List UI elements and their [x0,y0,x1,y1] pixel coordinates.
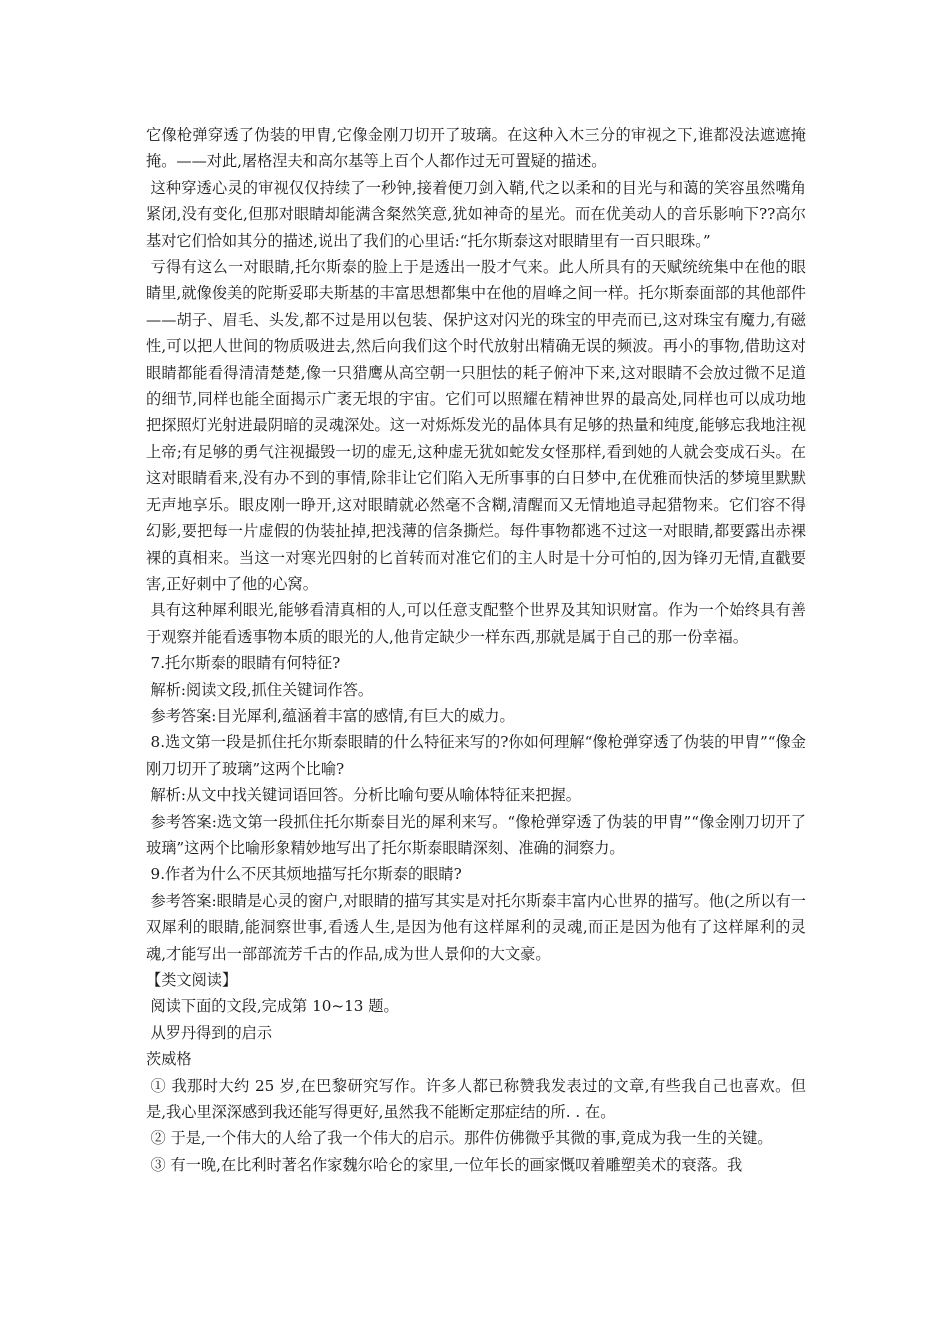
article-paragraph-2: ② 于是,一个伟大的人给了我一个伟大的启示。那件仿佛微乎其微的事,竟成为我一生的关键。 [150,1129,773,1148]
analysis-8: 解析:从文中找关键词语回答。分析比喻句要从喻体特征来把握。 [150,786,581,805]
paragraph-2: 这种穿透心灵的审视仅仅持续了一秒钟,接着便刀剑入鞘,代之以柔和的目光与和蔼的笑容虽然嘴角紧闭,没有变化,但那对眼睛却能满含粲然笑意,犹如神奇的星光。而在优美动人的音乐影响下??高尔基对它们恰如其分的描述,说出了我们的心里话:“托尔斯泰这对眼睛里有一百只眼珠。” [146,178,806,250]
question-9: 9.作者为什么不厌其烦地描写托尔斯泰的眼睛? [150,865,462,884]
paragraph-3: 亏得有这么一对眼睛,托尔斯泰的脸上于是透出一股才气来。此人所具有的天赋统统集中在他的眼睛里,就像俊美的陀斯妥耶夫斯基的丰富思想都集中在他的眉峰之间一样。托尔斯泰面部的其他部件——胡子、眉毛、头发,都不过是用以包装、保护这对闪光的珠宝的甲壳而已,这对珠宝有魔力,有磁性,可以把人世间的物质吸进去,然后向我们这个时代放射出精确无误的频波。再小的事物,借助这对眼睛都能看得清清楚楚,像一只猎鹰从高空朝一只胆怯的耗子俯冲下来,这对眼睛不会放过微不足道的细节,同样也能全面揭示广袤无垠的宇宙。它们可以照耀在精神世界的最高处,同样也可以成功地把探照灯光射进最阴暗的灵魂深处。这一对烁烁发光的晶体具有足够的热量和纯度,能够忘我地注视上帝;有足够的勇气注视撮毁一切的虚无,这种虚无犹如蛇发女怪那样,看到她的人就会变成石头。在这对眼睛看来,没有办不到的事情,除非让它们陷入无所事事的白日梦中,在优雅而快活的梦境里默默无声地享乐。眼皮刚一睁开,这对眼睛就必然毫不含糊,清醒而又无情地追寻起猎物来。它们容不得幻影,要把每一片虚假的伪装扯掉,把浅薄的信条撕烂。每件事物都逃不过这一对眼睛,都要露出赤裸裸的真相来。当这一对寒光四射的匕首转而对准它们的主人时是十分可怕的,因为锋刃无情,直戳要害,正好刺中了他的心窝。 [146,258,806,593]
answer-9: 参考答案:眼睛是心灵的窗户,对眼睛的描写其实是对托尔斯泰丰富内心世界的描写。他(之所以有一双犀利的眼睛,能洞察世事,看透人生,是因为他有这样犀利的灵魂,而正是因为他有了这样犀利的灵魂,才能写出一部部流芳千古的作品,成为世人景仰的大文豪。 [146,891,806,963]
section-heading: 【类文阅读】 [146,971,238,989]
question-7: 7.托尔斯泰的眼睛有何特征? [150,654,341,673]
answer-7: 参考答案:目光犀利,蕴涵着丰富的感情,有巨大的威力。 [150,706,515,725]
question-8: 8.选文第一段是抓住托尔斯泰眼睛的什么特征来写的?你如何理解“像枪弹穿透了伪装的甲胄”“像金刚刀切开了玻璃”这两个比喻? [146,733,806,778]
article-paragraph-1: ① 我那时大约 25 岁,在巴黎研究写作。许多人都已称赞我发表过的文章,有些我自己也喜欢。但是,我心里深深感到我还能写得更好,虽然我不能断定那症结的所. . 在。 [146,1076,806,1122]
instruction: 阅读下面的文段,完成第 10~13 题。 [150,997,399,1016]
analysis-7: 解析:阅读文段,抓住关键词作答。 [150,680,374,699]
article-paragraph-3: ③ 有一晚,在比利时著名作家魏尔哈仑的家里,一位年长的画家慨叹着雕塑美术的衰落。我 [150,1155,743,1174]
answer-8: 参考答案:选文第一段抓住托尔斯泰目光的犀利来写。“像枪弹穿透了伪装的甲胄”“像金刚刀切开了玻璃”这两个比喻形象精妙地写出了托尔斯泰眼睛深刻、准确的洞察力。 [146,812,806,857]
paragraph-1: 它像枪弹穿透了伪装的甲胄,它像金刚刀切开了玻璃。在这种入木三分的审视之下,谁都没法遮遮掩掩。——对此,屠格涅夫和高尔基等上百个人都作过无可置疑的描述。 [146,126,806,171]
article-title: 从罗丹得到的启示 [150,1023,273,1042]
document-body [146,122,806,1178]
paragraph-4: 具有这种犀利眼光,能够看清真相的人,可以任意支配整个世界及其知识财富。作为一个始终具有善于观察并能看透事物本质的眼光的人,他肯定缺少一样东西,那就是属于自己的那一份幸福。 [146,601,806,646]
article-author: 茨威格 [146,1050,192,1069]
